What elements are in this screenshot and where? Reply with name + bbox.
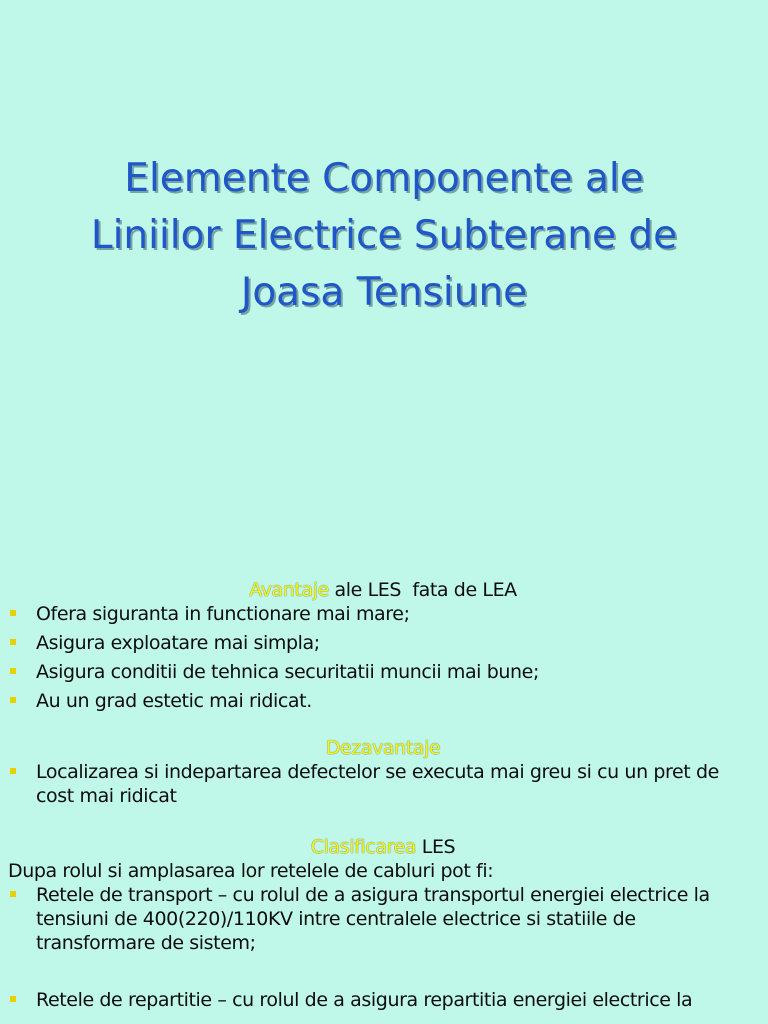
clasificare-heading (8, 835, 758, 859)
bullet-icon (10, 610, 16, 616)
clasificare-list-continued (8, 988, 758, 1012)
bullet-icon (10, 996, 16, 1002)
bullet-icon (10, 891, 16, 897)
title-line-3: Joasa Tensiune (240, 270, 528, 315)
dezavantaje-highlight: Dezavantaje (325, 737, 441, 759)
list-item (8, 760, 758, 808)
list-item-text: Retele de repartitie – cu rolul de a asigura repartitia energiei electrice la (36, 989, 693, 1011)
bullet-icon (10, 768, 16, 774)
list-item (8, 883, 758, 955)
spacer (8, 718, 758, 736)
list-item-text: Asigura conditii de tehnica securitatii muncii mai bune; (36, 661, 539, 683)
dezavantaje-heading (8, 736, 758, 760)
list-item-text: Ofera siguranta in functionare mai mare; (36, 603, 410, 625)
avantaje-heading (8, 578, 758, 602)
dezavantaje-list (8, 760, 758, 808)
slide-body (8, 578, 758, 1017)
bullet-icon (10, 639, 16, 645)
list-item-text: Au un grad estetic mai ridicat. (36, 690, 312, 712)
spacer (8, 960, 758, 988)
avantaje-heading-rest: ale LES fata de LEA (328, 579, 517, 601)
slide-title (20, 150, 748, 321)
title-line-1: Elemente Componente ale (124, 156, 644, 201)
list-item-text: Asigura exploatare mai simpla; (36, 632, 320, 654)
clasificare-highlight: Clasificarea (310, 836, 417, 858)
title-line-2: Liniilor Electrice Subterane de (90, 213, 678, 258)
clasificare-intro: Dupa rolul si amplasarea lor retelele de cabluri pot fi: (8, 860, 494, 882)
list-item (8, 631, 758, 655)
list-item (8, 660, 758, 684)
avantaje-list (8, 602, 758, 713)
bullet-icon (10, 668, 16, 674)
spacer (8, 813, 758, 835)
list-item (8, 602, 758, 626)
list-item (8, 689, 758, 713)
list-item-text: Localizarea si indepartarea defectelor se executa mai greu si cu un pret de cost mai ridicat (36, 761, 719, 807)
bullet-icon (10, 697, 16, 703)
clasificare-heading-rest: LES (416, 836, 456, 858)
avantaje-highlight: Avantaje (249, 579, 329, 601)
list-item (8, 988, 758, 1012)
clasificare-list (8, 883, 758, 955)
list-item-text: Retele de transport – cu rolul de a asigura transportul energiei electrice la tensiuni de 400(220)/110KV intre centralele electrice si statiile de transformare de sistem; (36, 884, 710, 954)
